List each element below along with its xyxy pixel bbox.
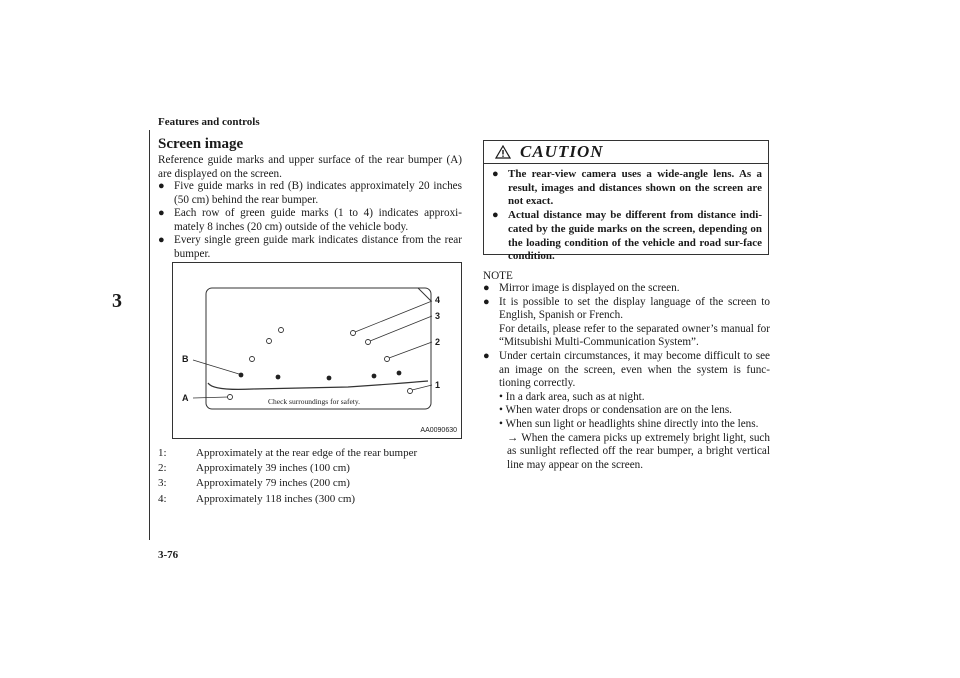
caution-divider [484,163,768,164]
caution-item: ● Actual distance may be different from distance indi-cated by the guide marks on the screen, depending on the loading condition of the vehicle and road sur-face condition. [492,209,762,263]
caution-header [484,141,768,163]
note-label: NOTE [483,270,513,282]
label-2: 2 [435,337,441,347]
legend-item: 2: Approximately 39 inches (100 cm) [158,462,350,475]
label-3: 3 [435,311,441,321]
figure-code: AA0090630 [420,427,457,434]
camera-screen-figure [172,262,462,439]
label-4: 4 [435,295,441,305]
screen-safety-message: Check surroundings for safety. [268,397,360,406]
rear-bumper-line [208,381,428,389]
note-detail: For details, please refer to the separated owner’s manual for “Mitsubishi Multi-Communication System”. [499,322,770,349]
caution-item: ● The rear-view camera uses a wide-angle lens. As a result, images and distances shown on the screen are not exact. [492,168,762,208]
bullet-item: ● Every single green guide mark indicates distance from the rear bumper. [158,234,462,260]
label-b: B [182,354,189,364]
bullet-icon: ● [483,349,490,362]
chapter-tab-divider [149,130,150,540]
caution-body [492,168,762,264]
bullet-icon: ● [492,168,499,180]
camera-screen-illustration [173,263,463,440]
note-section [483,282,770,472]
label-1: 1 [435,380,441,390]
intro-paragraph: Reference guide marks and upper surface of the rear bumper (A) are displayed on the screen. [158,154,462,180]
bullet-icon: ● [158,180,165,192]
note-item: ● It is possible to set the display language of the screen to English, Spanish or French. For details, please refer to the separated owner’s manual for “Mitsubishi Multi-Communication System”. [483,295,770,349]
legend-item: 4: Approximately 118 inches (300 cm) [158,492,356,505]
label-a: A [182,393,189,403]
guide-mark-bullets [158,180,462,262]
note-sub-item: • When sun light or headlights shine directly into the lens. [499,417,759,430]
bullet-icon: ● [483,295,490,308]
bullet-icon: ● [158,207,165,220]
page-number: 3-76 [158,549,179,561]
bullet-icon: ● [492,209,499,222]
note-item: ● Mirror image is displayed on the screen. [483,282,680,294]
caution-box [483,140,769,263]
bullet-icon: ● [158,234,165,247]
running-header: Features and controls [158,116,260,128]
chapter-tab-number: 3 [112,290,122,312]
figure-legend [158,446,478,507]
bullet-item: ● Each row of green guide marks (1 to 4) indicates approxi-mately 8 inches (20 cm) outside of the vehicle body. [158,207,462,233]
legend-item: 3: Approximately 79 inches (200 cm) [158,477,350,490]
screen-frame [206,288,431,409]
bullet-item: ● Five guide marks in red (B) indicates approximately 20 inches (50 cm) behind the rear bumper. [158,180,462,206]
note-sub-item: • When water drops or condensation are on the lens. [499,404,732,417]
section-heading: Screen image [158,136,244,152]
warning-triangle-icon [495,145,511,159]
note-item: ● Under certain circumstances, it may become difficult to see an image on the screen, even when the system is func-tioning correctly. • In a dark area, such as at night. • When water drops or condensation are on the lens. • When sun light or headlights shine directly into the lens. → When the camera picks up extremely bright light, such as sunlight reflected off the rear bumper, a bright vertical line may appear on the screen. [483,349,770,471]
note-arrow-item: → When the camera picks up extremely bright light, such as sunlight reflected off the rear bumper, a bright vertical line may appear on the screen. [507,431,770,471]
note-sub-item: • In a dark area, such as at night. [499,390,645,403]
red-guide-marks [239,371,402,381]
caution-title: CAUTION [520,142,604,161]
bullet-icon: ● [483,282,490,294]
legend-item: 1: Approximately at the rear edge of the rear bumper [158,447,418,459]
